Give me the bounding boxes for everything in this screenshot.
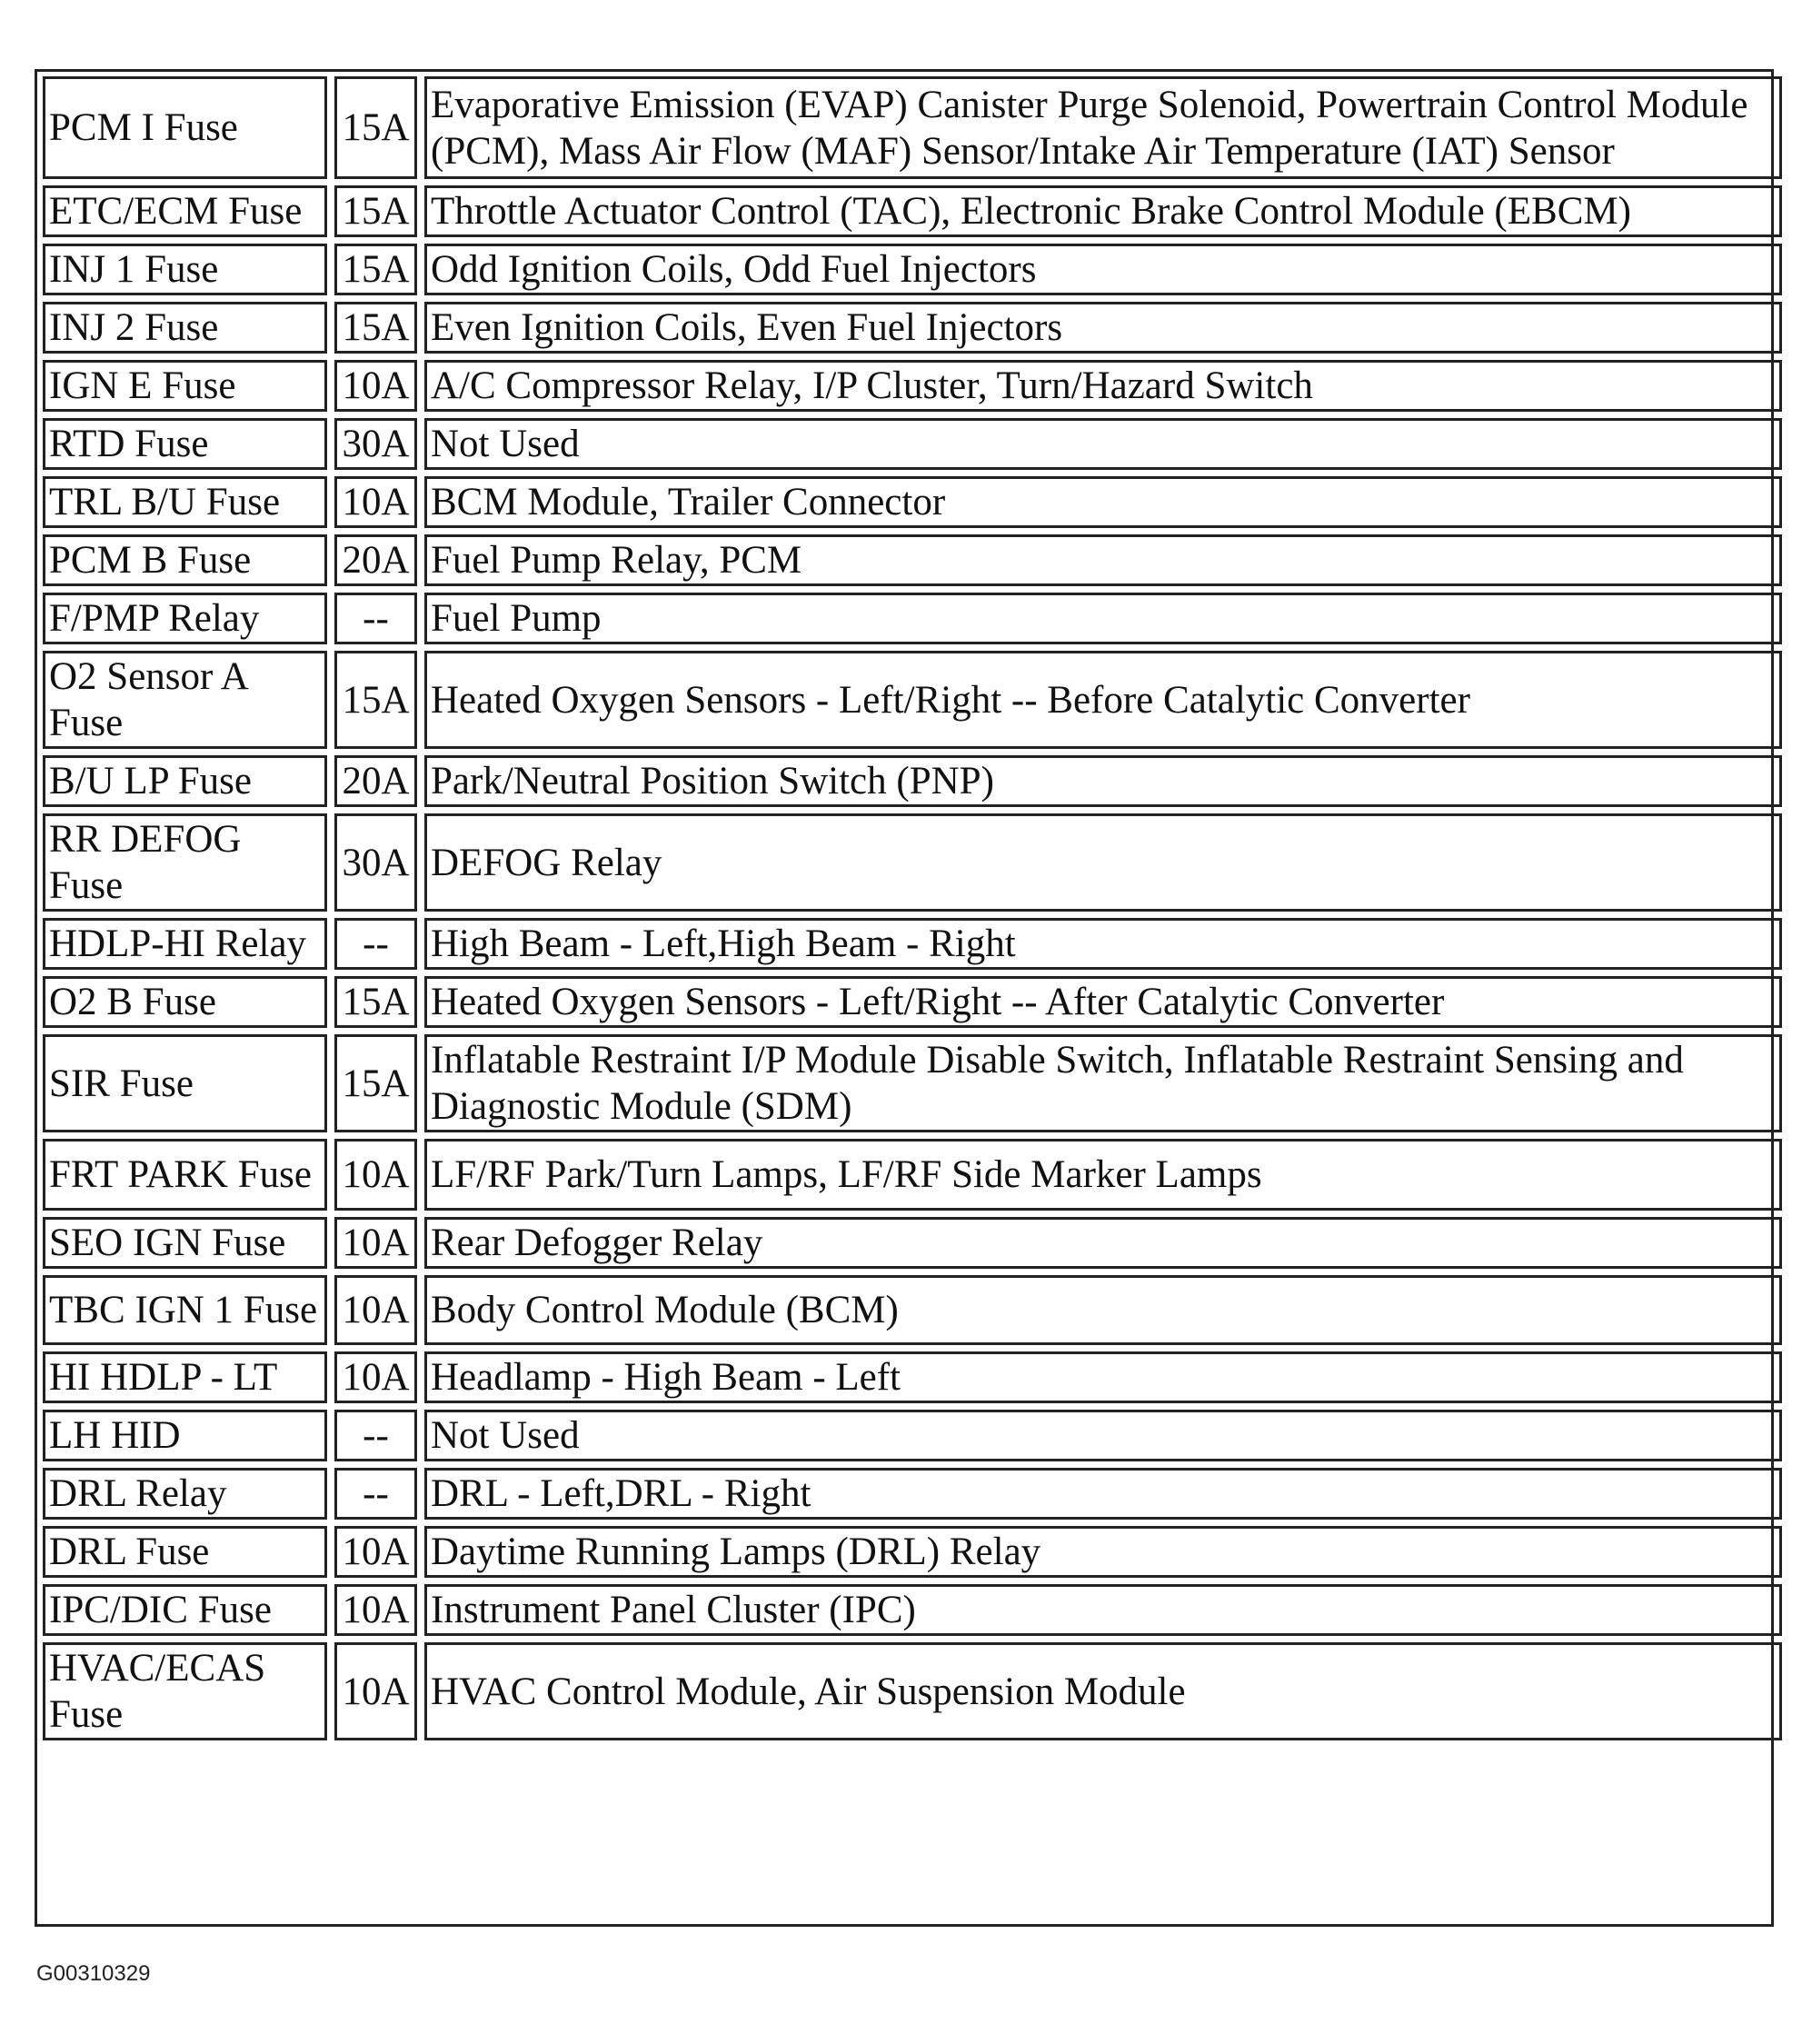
- amperage-cell: 10A: [334, 476, 417, 528]
- fuse-name-cell: INJ 2 Fuse: [43, 302, 327, 354]
- amperage-cell: 15A: [334, 976, 417, 1028]
- table-row: [43, 476, 1782, 528]
- table-row: [43, 418, 1782, 470]
- amperage-cell: 15A: [334, 244, 417, 295]
- fuse-name-cell: F/PMP Relay: [43, 593, 327, 644]
- fuse-name-cell: HDLP-HI Relay: [43, 918, 327, 970]
- table-row: [43, 593, 1782, 644]
- circuits-cell: Instrument Panel Cluster (IPC): [424, 1584, 1782, 1636]
- circuits-cell: BCM Module, Trailer Connector: [424, 476, 1782, 528]
- fuse-name-cell: DRL Relay: [43, 1468, 327, 1520]
- circuits-cell: HVAC Control Module, Air Suspension Module: [424, 1642, 1782, 1740]
- table-row: [43, 813, 1782, 912]
- table-row: [43, 976, 1782, 1028]
- fuse-name-cell: TRL B/U Fuse: [43, 476, 327, 528]
- fuse-name-cell: HI HDLP - LT: [43, 1351, 327, 1403]
- circuits-cell: Daytime Running Lamps (DRL) Relay: [424, 1526, 1782, 1578]
- table-row: [43, 185, 1782, 237]
- amperage-cell: --: [334, 1410, 417, 1461]
- amperage-cell: --: [334, 593, 417, 644]
- amperage-cell: 15A: [334, 302, 417, 354]
- table-row: [43, 1584, 1782, 1636]
- circuits-cell: A/C Compressor Relay, I/P Cluster, Turn/Hazard Switch: [424, 360, 1782, 412]
- fuse-name-cell: RR DEFOG Fuse: [43, 813, 327, 912]
- amperage-cell: 10A: [334, 1351, 417, 1403]
- circuits-cell: Fuel Pump Relay, PCM: [424, 534, 1782, 586]
- fuse-name-cell: PCM I Fuse: [43, 76, 327, 179]
- fuse-name-cell: DRL Fuse: [43, 1526, 327, 1578]
- table-row: [43, 302, 1782, 354]
- amperage-cell: 15A: [334, 651, 417, 749]
- fuse-name-cell: B/U LP Fuse: [43, 755, 327, 807]
- table-row: [43, 1410, 1782, 1461]
- fuse-table: [35, 70, 1789, 1747]
- amperage-cell: 15A: [334, 1034, 417, 1132]
- table-row: [43, 1351, 1782, 1403]
- circuits-cell: Heated Oxygen Sensors - Left/Right -- Before Catalytic Converter: [424, 651, 1782, 749]
- figure-id: G00310329: [36, 1961, 151, 1986]
- circuits-cell: Throttle Actuator Control (TAC), Electronic Brake Control Module (EBCM): [424, 185, 1782, 237]
- circuits-cell: Park/Neutral Position Switch (PNP): [424, 755, 1782, 807]
- table-row: [43, 755, 1782, 807]
- table-row: [43, 1642, 1782, 1740]
- circuits-cell: LF/RF Park/Turn Lamps, LF/RF Side Marker Lamps: [424, 1139, 1782, 1211]
- table-row: [43, 76, 1782, 179]
- fuse-name-cell: LH HID: [43, 1410, 327, 1461]
- fuse-name-cell: O2 Sensor A Fuse: [43, 651, 327, 749]
- circuits-cell: Odd Ignition Coils, Odd Fuel Injectors: [424, 244, 1782, 295]
- amperage-cell: 10A: [334, 1139, 417, 1211]
- fuse-name-cell: O2 B Fuse: [43, 976, 327, 1028]
- circuits-cell: Even Ignition Coils, Even Fuel Injectors: [424, 302, 1782, 354]
- amperage-cell: 10A: [334, 1275, 417, 1345]
- table-row: [43, 1526, 1782, 1578]
- table-row: [43, 1275, 1782, 1345]
- amperage-cell: 15A: [334, 185, 417, 237]
- circuits-cell: High Beam - Left,High Beam - Right: [424, 918, 1782, 970]
- table-row: [43, 244, 1782, 295]
- fuse-table-body: [43, 76, 1782, 1740]
- fuse-name-cell: IPC/DIC Fuse: [43, 1584, 327, 1636]
- table-row: [43, 534, 1782, 586]
- amperage-cell: 10A: [334, 1584, 417, 1636]
- circuits-cell: Headlamp - High Beam - Left: [424, 1351, 1782, 1403]
- table-row: [43, 1034, 1782, 1132]
- amperage-cell: --: [334, 1468, 417, 1520]
- fuse-name-cell: RTD Fuse: [43, 418, 327, 470]
- amperage-cell: 10A: [334, 1642, 417, 1740]
- amperage-cell: 30A: [334, 813, 417, 912]
- fuse-name-cell: PCM B Fuse: [43, 534, 327, 586]
- fuse-name-cell: SIR Fuse: [43, 1034, 327, 1132]
- amperage-cell: 30A: [334, 418, 417, 470]
- table-row: [43, 918, 1782, 970]
- amperage-cell: 10A: [334, 1526, 417, 1578]
- circuits-cell: Body Control Module (BCM): [424, 1275, 1782, 1345]
- amperage-cell: 20A: [334, 755, 417, 807]
- amperage-cell: 10A: [334, 1217, 417, 1269]
- table-row: [43, 1468, 1782, 1520]
- table-row: [43, 1217, 1782, 1269]
- circuits-cell: DEFOG Relay: [424, 813, 1782, 912]
- circuits-cell: Rear Defogger Relay: [424, 1217, 1782, 1269]
- fuse-name-cell: ETC/ECM Fuse: [43, 185, 327, 237]
- circuits-cell: Heated Oxygen Sensors - Left/Right -- After Catalytic Converter: [424, 976, 1782, 1028]
- circuits-cell: Inflatable Restraint I/P Module Disable Switch, Inflatable Restraint Sensing and Diagnostic Module (SDM): [424, 1034, 1782, 1132]
- table-row: [43, 360, 1782, 412]
- circuits-cell: DRL - Left,DRL - Right: [424, 1468, 1782, 1520]
- table-row: [43, 651, 1782, 749]
- circuits-cell: Not Used: [424, 1410, 1782, 1461]
- circuits-cell: Evaporative Emission (EVAP) Canister Purge Solenoid, Powertrain Control Module (PCM), Mass Air Flow (MAF) Sensor/Intake Air Temperature (IAT) Sensor: [424, 76, 1782, 179]
- amperage-cell: 10A: [334, 360, 417, 412]
- amperage-cell: --: [334, 918, 417, 970]
- amperage-cell: 15A: [334, 76, 417, 179]
- circuits-cell: Not Used: [424, 418, 1782, 470]
- table-row: [43, 1139, 1782, 1211]
- circuits-cell: Fuel Pump: [424, 593, 1782, 644]
- amperage-cell: 20A: [334, 534, 417, 586]
- fuse-name-cell: SEO IGN Fuse: [43, 1217, 327, 1269]
- fuse-name-cell: FRT PARK Fuse: [43, 1139, 327, 1211]
- fuse-name-cell: IGN E Fuse: [43, 360, 327, 412]
- fuse-name-cell: INJ 1 Fuse: [43, 244, 327, 295]
- fuse-name-cell: TBC IGN 1 Fuse: [43, 1275, 327, 1345]
- fuse-name-cell: HVAC/ECAS Fuse: [43, 1642, 327, 1740]
